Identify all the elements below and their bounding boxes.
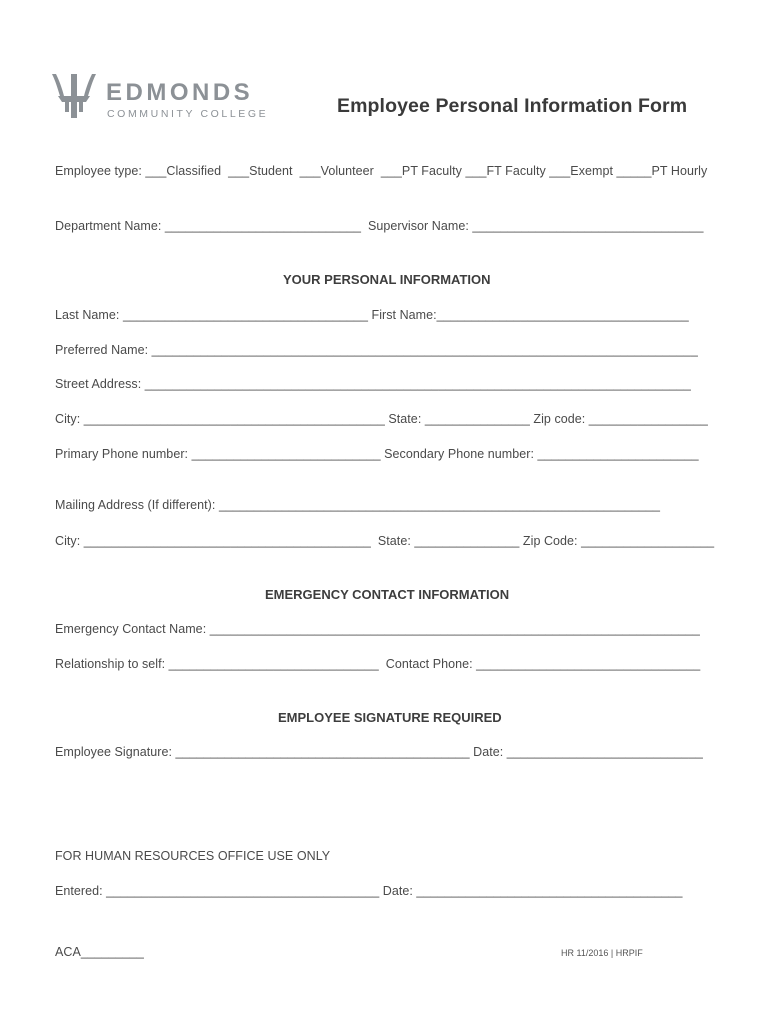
form-code: HR 11/2016 | HRPIF: [561, 948, 643, 958]
relationship-line[interactable]: Relationship to self: ______________________________ Contact Phone: ________________________________: [55, 657, 701, 671]
logo-wordmark: EDMONDS: [106, 79, 254, 106]
emergency-contact-line[interactable]: Emergency Contact Name: ______________________________________________________________________: [55, 622, 700, 636]
department-line[interactable]: Department Name: ____________________________ Supervisor Name: _________________________________: [55, 219, 704, 233]
entered-date-line[interactable]: Entered: _______________________________________ Date: ______________________________________: [55, 884, 683, 898]
city-state-zip-line[interactable]: City: ___________________________________________ State: _______________ Zip code: _________________: [55, 412, 708, 426]
name-line[interactable]: Last Name: ___________________________________ First Name:____________________________________: [55, 308, 689, 322]
form-title: Employee Personal Information Form: [337, 95, 688, 117]
preferred-name-line[interactable]: Preferred Name: ______________________________________________________________________________: [55, 343, 698, 357]
section-heading-signature: EMPLOYEE SIGNATURE REQUIRED: [278, 710, 502, 725]
phone-line[interactable]: Primary Phone number: ___________________________ Secondary Phone number: _______________________: [55, 447, 699, 461]
mailing-address-line[interactable]: Mailing Address (If different): _______________________________________________________________: [55, 498, 661, 512]
employee-type-line[interactable]: Employee type: ___Classified ___Student ___Volunteer ___PT Faculty ___FT Faculty ___Exempt _____PT Hourly: [55, 164, 708, 178]
hr-office-heading: FOR HUMAN RESOURCES OFFICE USE ONLY: [55, 849, 331, 863]
section-heading-personal: YOUR PERSONAL INFORMATION: [283, 272, 491, 287]
aca-line[interactable]: ACA_________: [55, 945, 144, 959]
section-heading-emergency: EMERGENCY CONTACT INFORMATION: [265, 587, 510, 602]
logo-subtitle: COMMUNITY COLLEGE: [107, 108, 269, 120]
street-address-line[interactable]: Street Address: ______________________________________________________________________________: [55, 377, 691, 391]
trident-icon: [50, 72, 98, 120]
mailing-city-line[interactable]: City: _________________________________________ State: _______________ Zip Code: ___________________: [55, 534, 715, 548]
signature-line[interactable]: Employee Signature: __________________________________________ Date: ____________________________: [55, 745, 703, 759]
